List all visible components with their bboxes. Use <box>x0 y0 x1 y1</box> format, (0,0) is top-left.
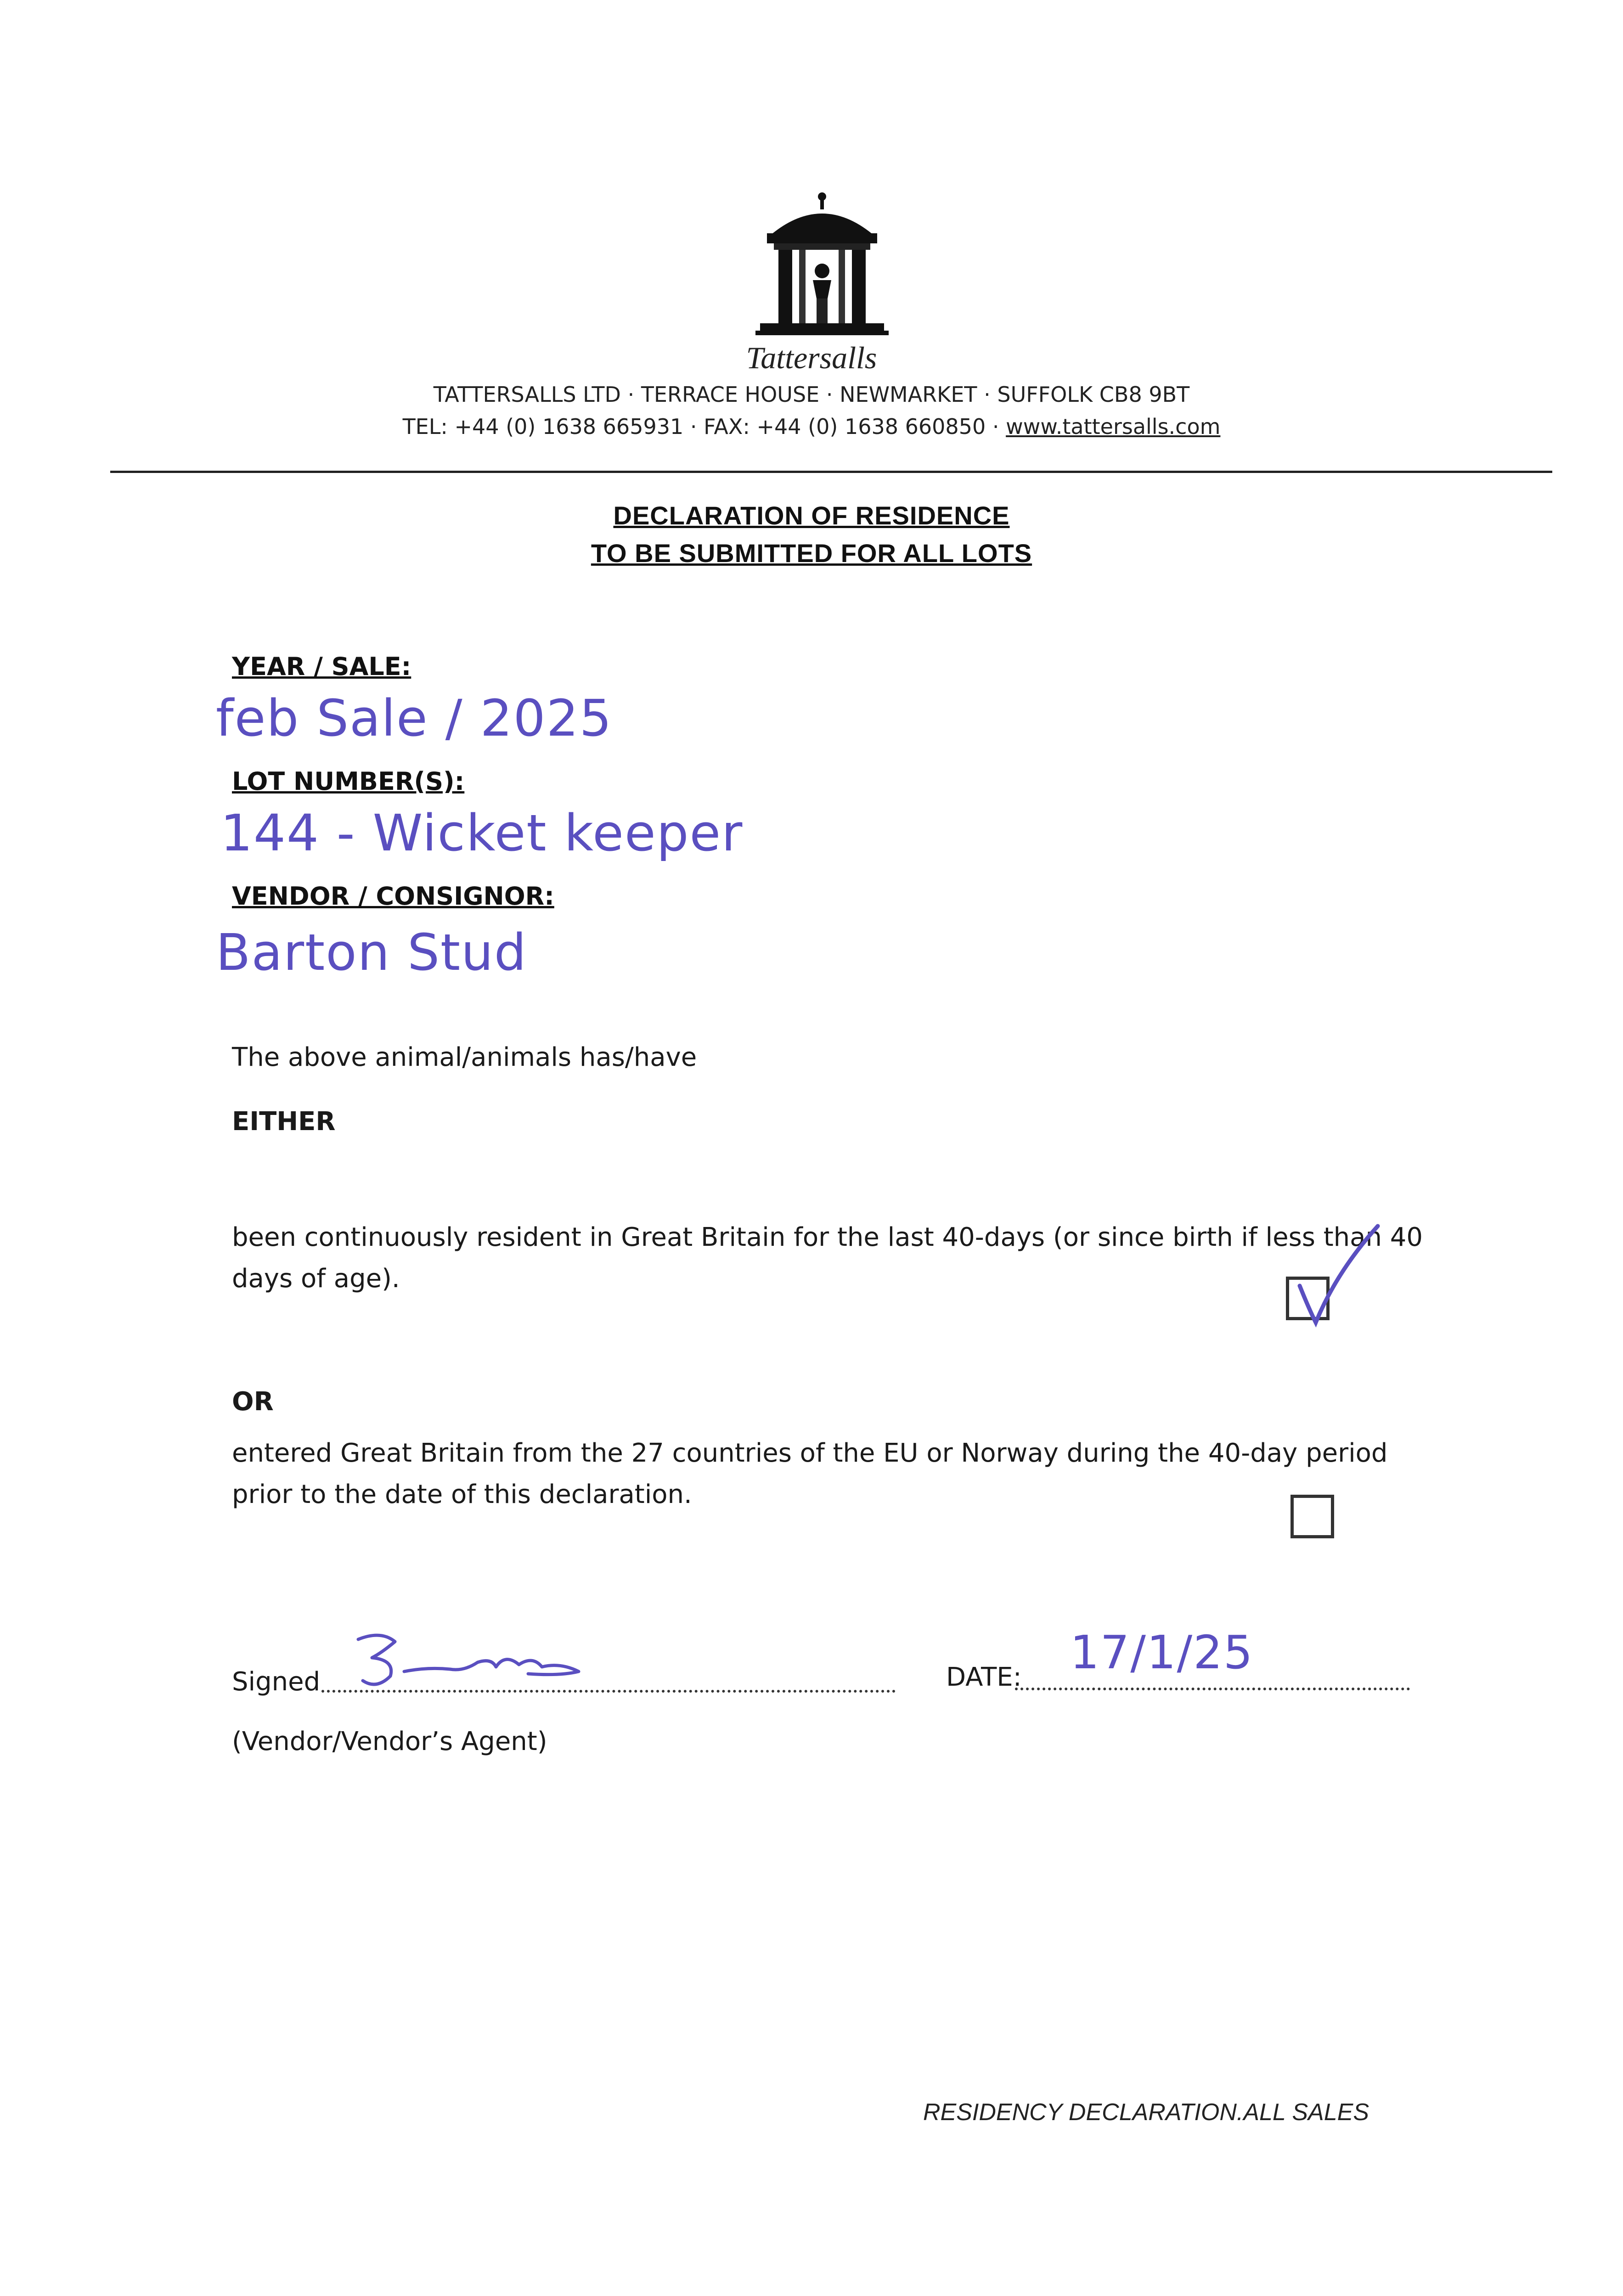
vendor-value[interactable]: Barton Stud <box>216 923 527 982</box>
tattersalls-logo <box>753 188 891 344</box>
option2-text: entered Great Britain from the 27 countries of the EU or Norway during the 40-day period prior to the date of this declaration. <box>232 1438 1388 1509</box>
date-label: DATE: <box>946 1662 1022 1692</box>
website-link[interactable]: www.tattersalls.com <box>1006 414 1221 439</box>
option1-text: been continuously resident in Great Britain for the last 40-days (or since birth if less than 40 days of age). <box>232 1222 1423 1294</box>
lot-number-label: LOT NUMBER(S): <box>232 767 465 796</box>
date-value[interactable]: 17/1/25 <box>1070 1626 1254 1679</box>
contact-line <box>0 414 1623 439</box>
signed-label: Signed <box>232 1667 321 1697</box>
brand-name: Tattersalls <box>746 340 877 375</box>
date-line <box>1015 1678 1410 1690</box>
company-address: TATTERSALLS LTD · TERRACE HOUSE · NEWMARKET · SUFFOLK CB8 9BT <box>433 382 1190 407</box>
form-title: DECLARATION OF RESIDENCE <box>613 501 1010 530</box>
intro-text: The above animal/animals has/have <box>232 1042 697 1072</box>
vendor-label: VENDOR / CONSIGNOR: <box>232 882 554 911</box>
checkmark-icon <box>1281 1217 1392 1336</box>
footer-reference: RESIDENCY DECLARATION.ALL SALES <box>923 2099 1369 2126</box>
either-heading: EITHER <box>232 1107 336 1137</box>
year-sale-label: YEAR / SALE: <box>232 652 411 681</box>
lot-number-value[interactable]: 144 - Wicket keeper <box>220 804 744 862</box>
agent-label: (Vendor/Vendor’s Agent) <box>232 1727 547 1756</box>
form-subtitle: TO BE SUBMITTED FOR ALL LOTS <box>591 539 1032 568</box>
or-heading: OR <box>232 1387 274 1417</box>
option2-checkbox[interactable] <box>1291 1495 1334 1538</box>
handwritten-signature[interactable] <box>344 1621 620 1704</box>
contact-details: TEL: +44 (0) 1638 665931 · FAX: +44 (0) 1638 660850 · <box>402 414 1006 439</box>
header-divider <box>110 471 1552 473</box>
year-sale-value[interactable]: feb Sale / 2025 <box>216 689 613 748</box>
